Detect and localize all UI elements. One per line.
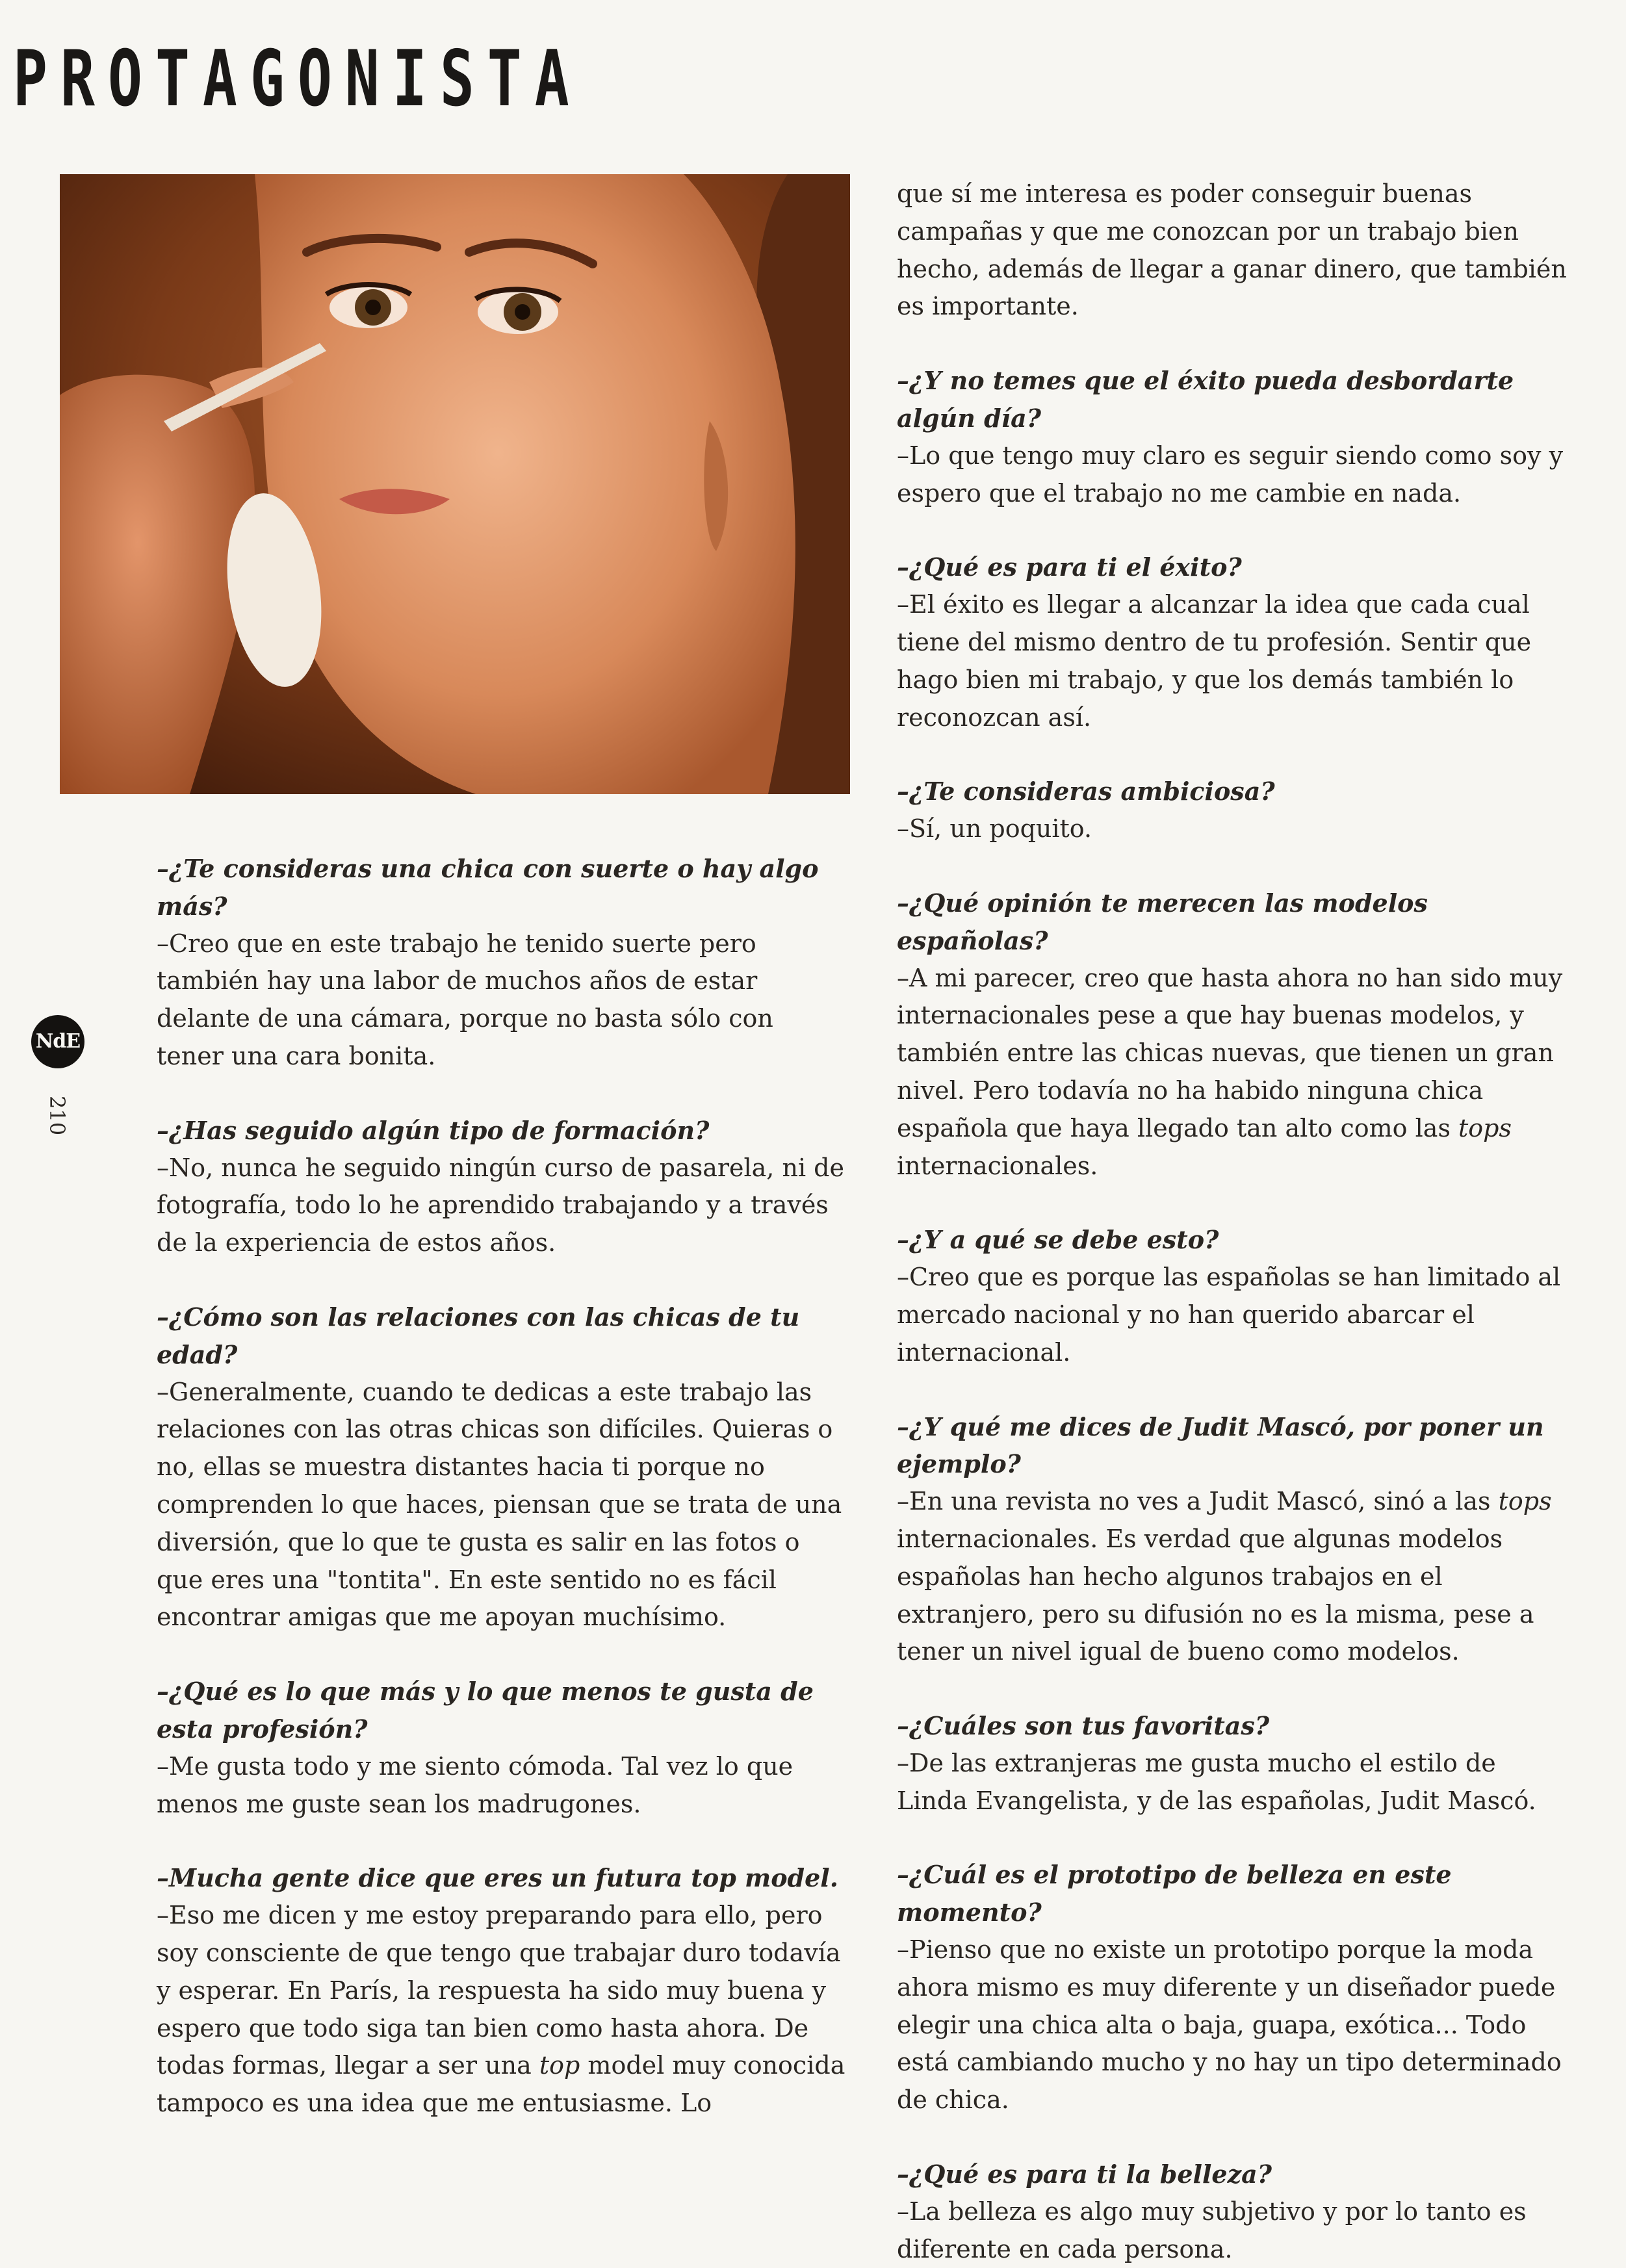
interview-answer [157,1374,845,1637]
interview-block [897,1707,1573,1820]
interview-question: –¿Te consideras una chica con suerte o hay algo más? [157,854,819,921]
answer-text: –Creo que es porque las españolas se han limitado al mercado nacional y no han querido abarcar el internacional. [897,1263,1561,1367]
makeup-photo-illustration [60,174,850,794]
interview-block [157,1112,845,1262]
interview-block [897,362,1573,512]
interview-answer [897,1931,1573,2119]
interview-question: –¿Cuáles son tus favoritas? [897,1711,1270,1741]
answer-text: –Lo que tengo muy claro es seguir siendo como soy y espero que el trabajo no me cambie en nada. [897,441,1564,508]
answer-text: –La belleza es algo muy subjetivo y por lo tanto es diferente en cada persona. [897,2197,1527,2263]
interview-question: –¿Y no temes que el éxito pueda desbordarte algún día? [897,366,1514,433]
interview-answer [897,2193,1573,2268]
interview-question: –¿Qué es para ti el éxito? [897,552,1242,582]
interview-answer [897,1259,1573,1371]
answer-italic-term: top [539,2051,580,2080]
interview-answer [897,175,1573,326]
answer-text: –El éxito es llegar a alcanzar la idea que cada cual tiene del mismo dentro de tu profesión. Sentir que hago bien mi trabajo, y que los demás también lo reconozcan así. [897,590,1532,732]
interview-answer [157,1150,845,1262]
answer-text: –No, nunca he seguido ningún curso de pasarela, ni de fotografía, todo lo he aprendido trabajando y a través de la experiencia de estos años. [157,1153,844,1257]
answer-text: internacionales. [897,1151,1098,1180]
interview-block [897,2156,1573,2268]
answer-text: –De las extranjeras me gusta mucho el estilo de Linda Evangelista, y de las españolas, Judit Mascó. [897,1748,1536,1815]
interview-block [897,1856,1573,2119]
page-number: 210 [45,1096,70,1136]
interview-block [897,884,1573,1185]
answer-text: –Eso me dicen y me estoy preparando para ello, pero soy consciente de que tengo que trabajar duro todavía y esperar. En París, la respuesta ha sido muy buena y espero que todo siga tan bien como hasta ahora. De todas formas, llegar a ser una [157,1901,841,2080]
interview-question: –¿Y qué me dices de Judit Mascó, por poner un ejemplo? [897,1411,1544,1479]
right-column [897,175,1573,2268]
interview-answer [897,1745,1573,1820]
answer-text: internacionales. Es verdad que algunas modelos españolas han hecho algunos trabajos en el extranjero, pero su difusión no es la misma, pese a tener un nivel igual de bueno como modelos. [897,1524,1534,1666]
interview-block [897,1408,1573,1671]
makeup-photo [60,174,850,794]
interview-answer [897,810,1573,848]
interview-block [157,1673,845,1823]
interview-answer [157,1748,845,1823]
interview-answer [897,586,1573,736]
interview-question: –¿Qué opinión te merecen las modelos españolas? [897,888,1428,955]
answer-italic-term: tops [1498,1487,1552,1516]
answer-text: –Me gusta todo y me siento cómoda. Tal vez lo que menos me guste sean los madrugones. [157,1751,794,1818]
answer-text: –Creo que en este trabajo he tenido suerte pero también hay una labor de muchos años de estar delante de una cámara, porque no basta sólo con tener una cara bonita. [157,929,773,1070]
answer-text: model muy conocida tampoco es una idea que me entusiasme. Lo [157,2051,845,2118]
interview-question: –Mucha gente dice que eres un futura top model. [157,1863,838,1893]
answer-italic-term: tops [1458,1113,1512,1142]
answer-text: –Generalmente, cuando te dedicas a este trabajo las relaciones con las otras chicas son difíciles. Quieras o no, ellas se muestra distantes hacia ti porque no comprenden lo que haces, piensan que se trata de una diversión, que lo que te gusta es salir en las fotos o que eres una "tontita". En este sentido no es fácil encontrar amigas que me apoyan muchísimo. [157,1377,842,1632]
interview-question: –¿Qué es para ti la belleza? [897,2159,1272,2189]
left-column [157,850,845,2122]
interview-answer [157,1897,845,2122]
section-title: PROTAGONISTA [13,33,582,124]
interview-block [157,1298,845,1636]
answer-text: –A mi parecer, creo que hasta ahora no han sido muy internacionales pese a que hay buenas modelos, y también entre las chicas nuevas, que tienen un gran nivel. Pero todavía no ha habido ninguna chica española que haya llegado tan alto como las [897,963,1563,1142]
interview-block [157,1859,845,2122]
magazine-logo-badge: NdE [31,1015,84,1068]
interview-question: –¿Has seguido algún tipo de formación? [157,1115,710,1145]
answer-text: que sí me interesa es poder conseguir buenas campañas y que me conozcan por un trabajo bien hecho, además de llegar a ganar dinero, que también es importante. [897,179,1567,321]
interview-block [897,175,1573,326]
interview-block [157,850,845,1076]
interview-block [897,773,1573,848]
interview-block [897,548,1573,736]
interview-question: –¿Y a qué se debe esto? [897,1225,1219,1255]
interview-question: –¿Qué es lo que más y lo que menos te gusta de esta profesión? [157,1677,814,1744]
interview-answer [157,925,845,1076]
interview-question: –¿Te consideras ambiciosa? [897,777,1275,806]
interview-question: –¿Cómo son las relaciones con las chicas de tu edad? [157,1302,800,1369]
interview-answer [897,437,1573,513]
interview-block [897,1221,1573,1371]
interview-answer [897,960,1573,1185]
answer-text: –En una revista no ves a Judit Mascó, sinó a las [897,1487,1499,1516]
interview-answer [897,1483,1573,1671]
interview-question: –¿Cuál es el prototipo de belleza en este momento? [897,1860,1452,1927]
answer-text: –Pienso que no existe un prototipo porque la moda ahora mismo es muy diferente y un diseñador puede elegir una chica alta o baja, guapa, exótica... Todo está cambiando mucho y no hay un tipo determinado de chica. [897,1935,1562,2115]
answer-text: –Sí, un poquito. [897,814,1092,844]
